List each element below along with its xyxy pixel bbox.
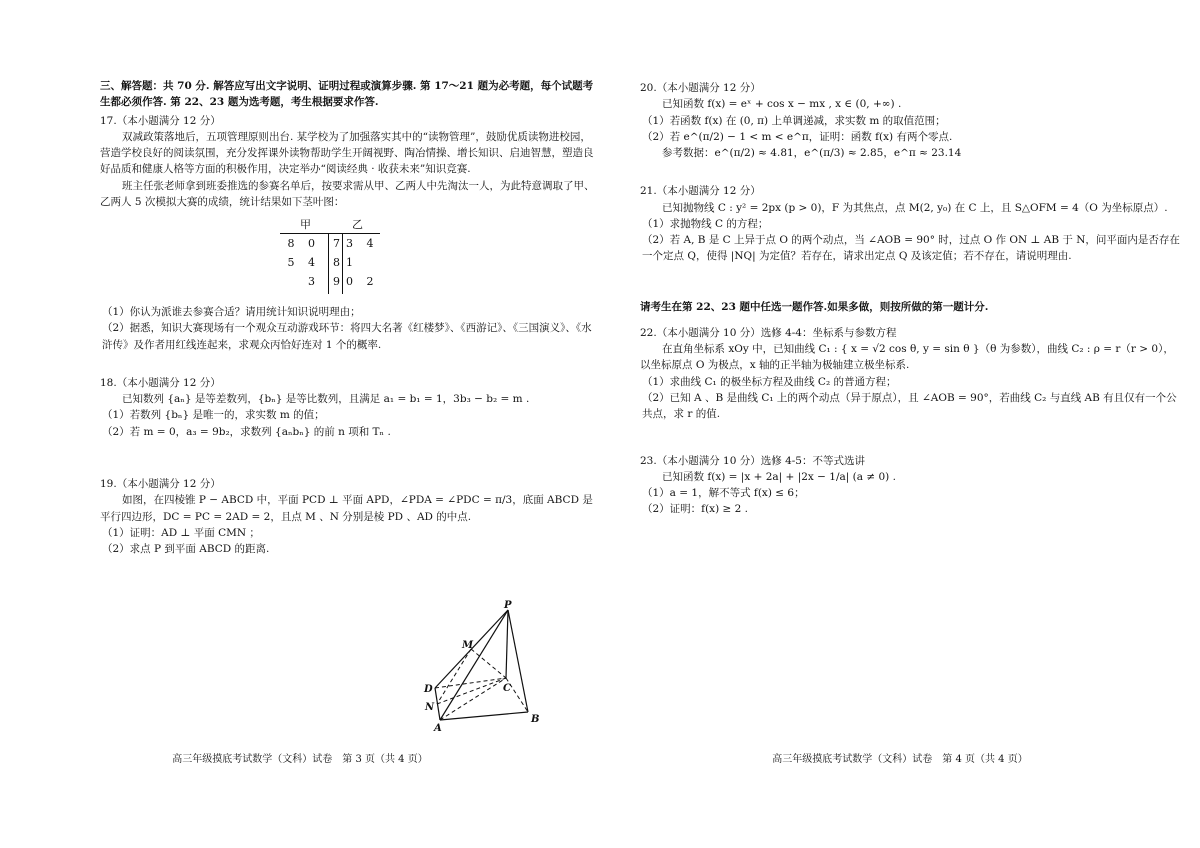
label-C: C	[503, 683, 511, 694]
q21-title: 21.（本小题满分 12 分）	[640, 185, 761, 198]
spacer	[640, 265, 1180, 285]
spacer	[640, 315, 1180, 323]
q22-paragraph-2: 以坐标原点 O 为极点，x 轴的正半轴为极轴建立极坐标系.	[640, 359, 910, 372]
stem-leaf-right-leaves: 3 4	[346, 237, 379, 251]
label-B: B	[531, 714, 540, 725]
q18-title: 18.（本小题满分 12 分）	[100, 376, 221, 389]
edge-AC	[440, 678, 506, 720]
q23-paragraph: 已知函数 f(x) = |x + 2a| + |2x − 1/a| (a ≠ 0) .	[662, 470, 896, 483]
edge-PC	[506, 610, 508, 678]
q23-title: 23.（本小题满分 10 分）选修 4-5：不等式选讲	[640, 454, 865, 467]
edge-MN	[437, 649, 471, 704]
q19-item-2: （2）求点 P 到平面 ABCD 的距离.	[102, 543, 270, 556]
q20-paragraph: 已知函数 f(x) = eˣ + cos x − mx , x ∈ (0, +∞) .	[662, 98, 902, 111]
q21-paragraph: 已知抛物线 C : y² = 2px (p > 0)，F 为其焦点，点 M(2, y₀) 在 C 上，且 S△OFM = 4（O 为坐标原点）.	[662, 201, 1168, 214]
label-N: N	[425, 702, 435, 713]
q22-paragraph-1: 在直角坐标系 xOy 中，已知曲线 C₁ : { x = √2 cos θ, y = sin θ }（θ 为参数），曲线 C₂ : ρ = r（r > 0），	[662, 343, 1174, 356]
stem-leaf-right-leaves: 0 2	[346, 275, 379, 289]
q23-item-2: （2）证明：f(x) ≥ 2 .	[642, 503, 749, 516]
q22-title: 22.（本小题满分 10 分）选修 4-4：坐标系与参数方程	[640, 326, 897, 339]
stem-leaf-left-leaves: 5 4	[287, 256, 320, 270]
stem-leaf-stem: 8	[333, 256, 340, 270]
page-right	[600, 0, 1200, 848]
q17-paragraph-1: 双减政策落地后，五项管理原则出台. 某学校为了加强落实其中的“读物管理”，鼓励优质读物进校园，营造学校良好的阅读氛围，充分发挥课外读物帮助学生开阔视野、陶冶情操、增长知识、启迪智慧，塑造良好品质和健康人格等方面的积极作用，决定举办“阅读经典 · 收获未来”知识竞赛.	[100, 130, 594, 176]
q17-paragraph-2: 班主任张老师拿到班委推选的参赛名单后，按要求需从甲、乙两人中先淘汰一人，为此特意调取了甲、乙两人 5 次模拟大赛的成绩，统计结果如下茎叶图：	[100, 179, 595, 208]
spacer	[640, 423, 1180, 443]
q17-title: 17.（本小题满分 12 分）	[100, 114, 221, 127]
stem-leaf-head-right: 乙	[352, 218, 363, 232]
q17-item-1: （1）你认为派谁去参赛合适？请用统计知识说明理由；	[102, 306, 361, 319]
q20-reference: 参考数据：e^(π/2) ≈ 4.81，e^(π/3) ≈ 2.85，e^π ≈ 23.14	[662, 147, 962, 160]
spacer	[640, 161, 1180, 181]
q19-item-1: （1）证明：AD ⊥ 平面 CMN ；	[102, 526, 260, 539]
edge-MC	[471, 649, 506, 678]
q18-item-1: （1）若数列 {bₙ} 是唯一的，求实数 m 的值；	[102, 409, 325, 422]
footer-left: 高三年级摸底考试数学（文科）试卷 第 3 页（共 4 页）	[172, 754, 428, 765]
q18-item-2: （2）若 m = 0，a₃ = 9b₂，求数列 {aₙbₙ} 的前 n 项和 Tₙ .	[102, 425, 391, 438]
q20-item-1: （1）若函数 f(x) 在 (0, π) 上单调递减，求实数 m 的取值范围；	[642, 114, 946, 127]
q20-item-2: （2）若 e^(π/2) − 1 < m < e^π，证明：函数 f(x) 有两个零点.	[642, 130, 953, 143]
q20-title: 20.（本小题满分 12 分）	[640, 82, 761, 94]
q22-item-2: （2）已知 A 、B 是曲线 C₁ 上的两个动点（异于原点），且 ∠AOB = 90°，若曲线 C₂ 与直线 AB 有且仅有一个公共点，求 r 的值.	[642, 391, 1177, 421]
stem-leaf-stem: 9	[333, 275, 340, 289]
spacer	[640, 443, 1180, 451]
choice-note: 请考生在第 22、23 题中任选一题作答.如果多做，则按所做的第一题计分.	[640, 300, 989, 313]
stem-leaf-head-left: 甲	[300, 218, 311, 232]
spacer	[100, 353, 600, 373]
pyramid-figure	[410, 600, 560, 735]
q18-paragraph: 已知数列 {aₙ} 是等差数列，{bₙ} 是等比数列，且满足 a₁ = b₁ = 1，3b₃ − b₂ = m .	[122, 393, 530, 406]
stem-leaf-right-leaves: 1	[346, 256, 358, 270]
edge-DC	[435, 678, 506, 688]
label-D: D	[424, 684, 433, 695]
q21-item-1: （1）求抛物线 C 的方程；	[642, 217, 769, 230]
label-M: M	[462, 640, 474, 651]
stem-leaf-row	[280, 235, 390, 251]
q23-item-1: （1）a = 1，解不等式 f(x) ≤ 6；	[642, 487, 805, 500]
q19-title: 19.（本小题满分 12 分）	[100, 477, 221, 490]
q21-item-2: （2）若 A, B 是 C 上异于点 O 的两个动点，当 ∠AOB = 90° 时，过点 O 作 ON ⊥ AB 于 N，问平面内是否存在一个定点 Q，使得 |NQ| 为定值？若存在，请求出定点 Q 及该定值；若不存在，请说明理由.	[642, 234, 1180, 263]
footer-right: 高三年级摸底考试数学（文科）试卷 第 4 页（共 4 页）	[772, 754, 1028, 765]
q17-item-2: （2）据悉，知识大赛现场有一个观众互动游戏环节：将四大名著《红楼梦》、《西游记》、《三国演义》、《水浒传》及作者用红线连起来，求观众丙恰好连对 1 个的概率.	[102, 322, 592, 351]
stem-leaf-row	[280, 254, 390, 270]
stem-leaf-plot	[280, 216, 400, 296]
q19-paragraph: 如图，在四棱锥 P − ABCD 中，平面 PCD ⊥ 平面 APD，∠PDA = ∠PDC = π/3，底面 ABCD 是平行四边形，DC = PC = 2AD = 2，且点 M 、N 分别是棱 PD 、AD 的中点.	[100, 494, 593, 523]
spacer	[100, 440, 600, 460]
label-P: P	[504, 600, 512, 611]
spacer	[640, 285, 1180, 299]
q22-item-1: （1）求曲线 C₁ 的极坐标方程及曲线 C₂ 的普通方程；	[642, 375, 897, 388]
edge-PA	[440, 610, 508, 720]
stem-leaf-stem: 7	[333, 237, 340, 251]
spacer	[100, 460, 600, 474]
stem-leaf-left-leaves: 3	[308, 275, 320, 289]
stem-leaf-hline	[280, 233, 380, 234]
label-A: A	[434, 723, 442, 734]
left-column	[100, 78, 600, 557]
edge-AB	[440, 712, 528, 720]
stem-leaf-left-leaves: 8 0	[287, 237, 320, 251]
section-header: 三、解答题：共 70 分. 解答应写出文字说明、证明过程或演算步骤. 第 17～21 题为必考题，每个试题考生都必须作答. 第 22、23 题为选考题，考生根据要求作答.	[100, 80, 594, 109]
stem-leaf-row	[280, 273, 390, 289]
right-column	[640, 78, 1180, 518]
